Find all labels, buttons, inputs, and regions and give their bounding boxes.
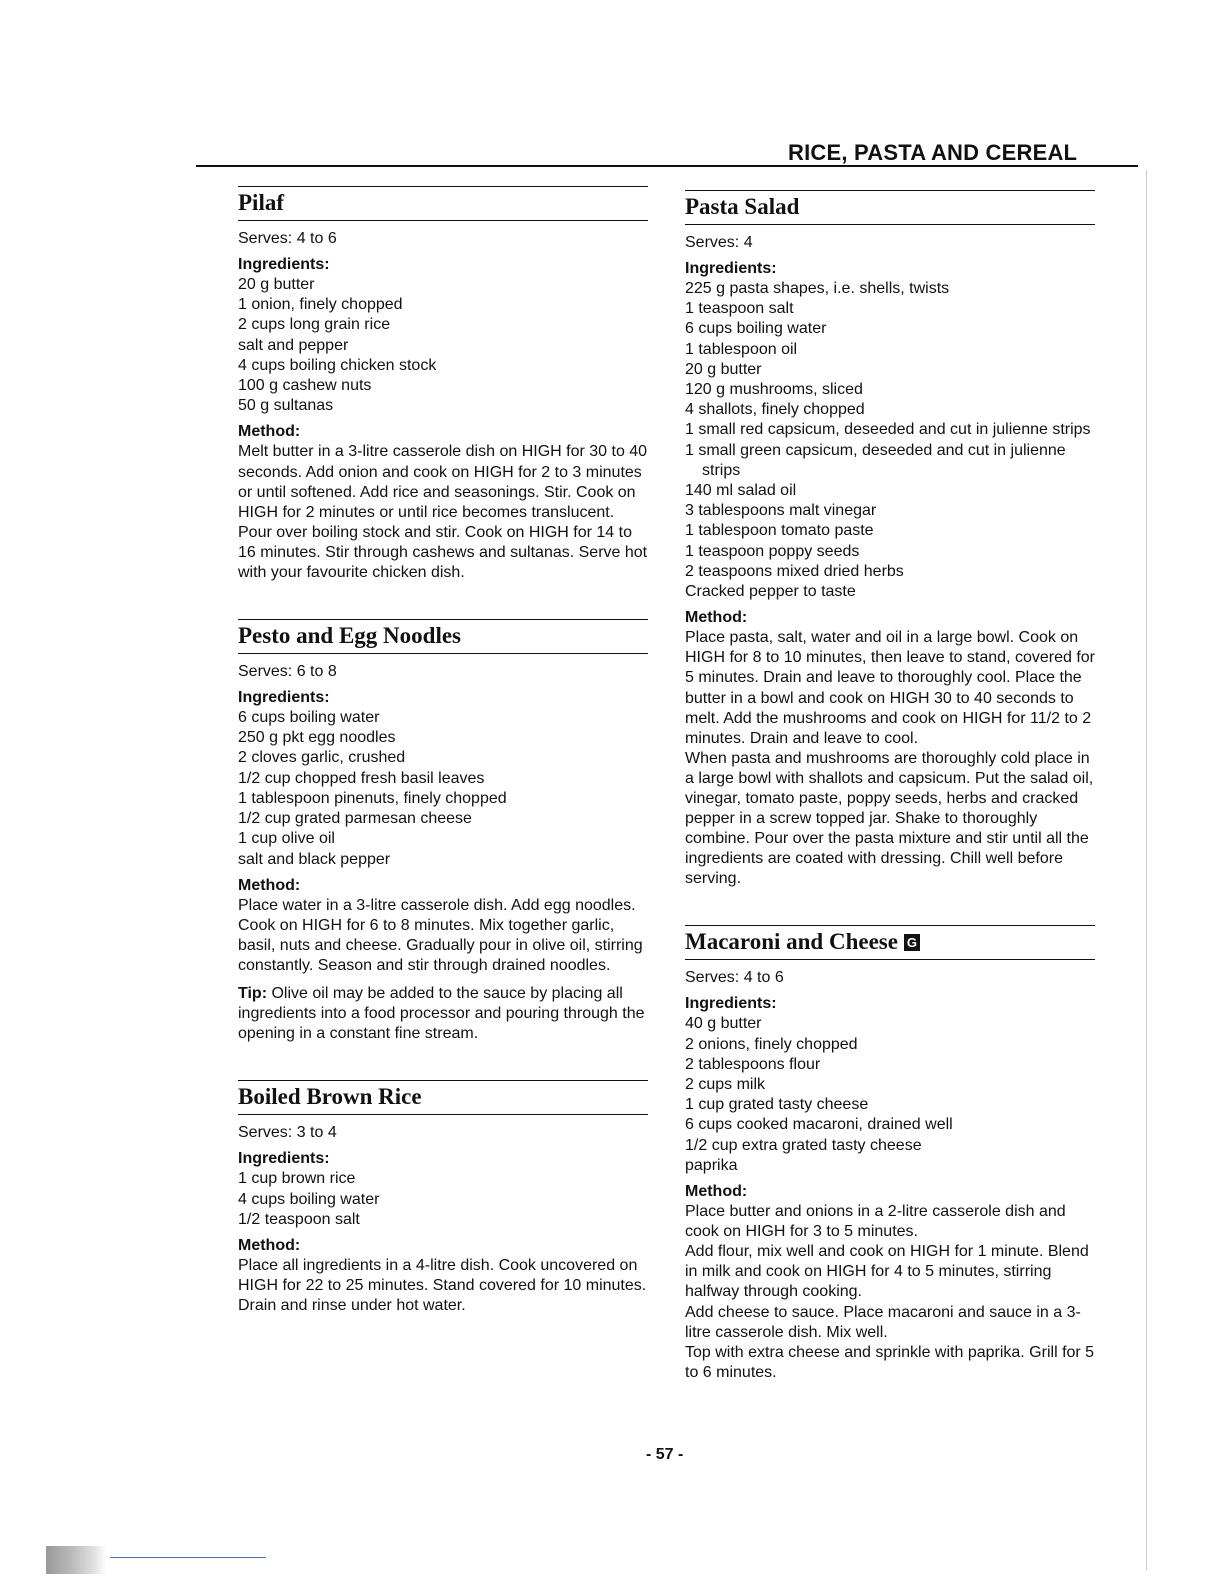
recipe-title: Boiled Brown Rice <box>238 1080 648 1115</box>
list-item: 1/2 cup extra grated tasty cheese <box>685 1136 922 1154</box>
ingredients-label: Ingredients: <box>238 689 330 707</box>
ingredients-label: Ingredients: <box>238 1150 330 1168</box>
ingredients-list <box>685 1014 1095 1176</box>
ingredients-list <box>238 708 648 870</box>
list-item: salt and pepper <box>238 336 349 354</box>
list-item: 2 cloves garlic, crushed <box>238 749 406 767</box>
list-item: 3 tablespoons malt vinegar <box>685 502 877 520</box>
list-item: 250 g pkt egg noodles <box>238 729 396 747</box>
list-item: 4 cups boiling water <box>238 1190 380 1208</box>
list-item: 1 cup olive oil <box>238 830 335 848</box>
method-text: Add cheese to sauce. Place macaroni and sauce in a 3-litre casserole dish. Mix well. <box>685 1303 1081 1341</box>
list-item: Cracked pepper to taste <box>685 583 856 601</box>
ingredients-label: Ingredients: <box>685 260 777 277</box>
list-item: 1 cup grated tasty cheese <box>685 1096 869 1114</box>
list-item: 140 ml salad oil <box>685 482 797 500</box>
serves: Serves: 4 to 6 <box>685 969 784 987</box>
list-item: 1 cup brown rice <box>238 1170 356 1188</box>
method-text: When pasta and mushrooms are thoroughly cold place in a large bowl with shallots and capsicum. Put the salad oil, vinegar, tomato paste, poppy seeds, herbs and cracked pepper in a screw topped jar. Shake to thoroughly combine. Pour over the pasta mixture and stir until all the ingredients are coated with dressing. Chill well before serving. <box>685 749 1094 888</box>
method-text: Place butter and onions in a 2-litre casserole dish and cook on HIGH for 3 to 5 minutes. <box>685 1203 1066 1241</box>
serves: Serves: 3 to 4 <box>238 1124 337 1142</box>
list-item: 120 g mushrooms, sliced <box>685 381 863 399</box>
list-item: 6 cups cooked macaroni, drained well <box>685 1116 953 1134</box>
list-item: 2 onions, finely chopped <box>685 1035 858 1053</box>
scan-edge-line <box>1146 170 1147 1570</box>
scan-smudge <box>46 1546 106 1574</box>
list-item: 100 g cashew nuts <box>238 377 372 395</box>
method-label: Method: <box>238 423 301 441</box>
list-item: 1/2 cup grated parmesan cheese <box>238 810 472 828</box>
list-item: 40 g butter <box>685 1015 762 1033</box>
method-label: Method: <box>238 876 301 894</box>
list-item: 1 teaspoon poppy seeds <box>685 542 860 560</box>
list-item: paprika <box>685 1156 738 1174</box>
list-item: 1 tablespoon pinenuts, finely chopped <box>238 789 507 807</box>
recipe-title: Pilaf <box>238 186 648 221</box>
recipe-brown-rice <box>238 1080 648 1316</box>
method-text: Add flour, mix well and cook on HIGH for 1 minute. Blend in milk and cook on HIGH for 4 to 5 minutes, stirring halfway through cooking. <box>685 1243 1089 1301</box>
section-title: RICE, PASTA AND CEREAL <box>788 140 1078 165</box>
serves: Serves: 4 <box>685 234 753 251</box>
list-item: 225 g pasta shapes, i.e. shells, twists <box>685 280 950 297</box>
ingredients-label: Ingredients: <box>685 995 777 1013</box>
method-label: Method: <box>685 1183 748 1201</box>
recipe-title: Macaroni and Cheese <box>685 929 898 955</box>
method-text: Top with extra cheese and sprinkle with paprika. Grill for 5 to 6 minutes. <box>685 1343 1095 1381</box>
list-item: 20 g butter <box>238 276 315 293</box>
left-column <box>238 186 648 1344</box>
list-item: 1 small green capsicum, deseeded and cut in julienne strips <box>685 441 1066 479</box>
list-item: salt and black pepper <box>238 850 391 868</box>
ingredients-list <box>685 279 1095 602</box>
method-text: Melt butter in a 3-litre casserole dish on HIGH for 30 to 40 seconds. Add onion and cook on HIGH for 2 to 3 minutes or until softened. Add rice and seasonings. Stir. Cook on HIGH for 2 minutes or until rice becomes translucent. Pour over boiling stock and stir. Cook on HIGH for 14 to 16 minutes. Stir through cashews and sultanas. Serve hot with your favourite chicken dish. <box>238 443 648 581</box>
recipe-pilaf <box>238 186 648 583</box>
list-item: 4 cups boiling chicken stock <box>238 356 437 374</box>
ingredients-list <box>238 1169 648 1230</box>
list-item: 2 cups long grain rice <box>238 316 391 334</box>
list-item: 1 small red capsicum, deseeded and cut in julienne strips <box>685 421 1091 439</box>
tip-label: Tip: <box>238 985 268 1003</box>
list-item: 1 teaspoon salt <box>685 300 794 318</box>
header-rule <box>196 165 1138 167</box>
method-text: Place all ingredients in a 4-litre dish. Cook uncovered on HIGH for 22 to 25 minutes. Stand covered for 10 minutes. Drain and rinse under hot water. <box>238 1256 647 1315</box>
method-text: Place water in a 3-litre casserole dish. Add egg noodles. Cook on HIGH for 6 to 8 minutes. Mix together garlic, basil, nuts and cheese. Gradually pour in olive oil, stirring constantly. Season and stir through drained noodles. <box>238 896 643 974</box>
recipe-title: Pesto and Egg Noodles <box>238 619 648 654</box>
list-item: 2 teaspoons mixed dried herbs <box>685 562 904 580</box>
list-item: 6 cups boiling water <box>238 709 380 727</box>
serves: Serves: 6 to 8 <box>238 663 337 681</box>
tip <box>238 984 648 1044</box>
tip-text: Olive oil may be added to the sauce by placing all ingredients into a food processor and pouring through the opening in a constant fine stream. <box>238 985 645 1043</box>
page-number: - 57 - <box>646 1446 684 1463</box>
list-item: 20 g butter <box>685 360 762 378</box>
list-item: 6 cups boiling water <box>685 320 827 338</box>
list-item: 1/2 cup chopped fresh basil leaves <box>238 769 485 787</box>
ingredients-label: Ingredients: <box>238 256 330 273</box>
recipe-pesto <box>238 619 648 1044</box>
recipe-title: Pasta Salad <box>685 190 1095 225</box>
list-item: 4 shallots, finely chopped <box>685 401 865 419</box>
recipe-pasta-salad <box>685 190 1095 889</box>
method-label: Method: <box>685 609 748 627</box>
method-text: Place pasta, salt, water and oil in a large bowl. Cook on HIGH for 8 to 10 minutes, then leave to stand, covered for 5 minutes. Drain and leave to thoroughly cool. Place the butter in a bowl and cook on HIGH 30 to 40 seconds to melt. Add the mushrooms and cook on HIGH for 11/2 to 2 minutes. Drain and leave to cool. <box>685 629 1095 747</box>
recipe-title-row <box>685 925 1095 960</box>
serves: Serves: 4 to 6 <box>238 230 337 247</box>
list-item: 1 tablespoon tomato paste <box>685 522 874 540</box>
grill-badge-icon: G <box>904 934 920 951</box>
list-item: 2 tablespoons flour <box>685 1055 821 1073</box>
list-item: 1 onion, finely chopped <box>238 296 403 314</box>
ingredients-list <box>238 275 648 416</box>
scan-artifact-line <box>110 1557 266 1558</box>
list-item: 1 tablespoon oil <box>685 340 798 358</box>
recipe-macaroni <box>685 925 1095 1382</box>
list-item: 2 cups milk <box>685 1076 766 1094</box>
right-column <box>685 190 1095 1411</box>
list-item: 1/2 teaspoon salt <box>238 1210 360 1228</box>
list-item: 50 g sultanas <box>238 397 334 415</box>
method-label: Method: <box>238 1236 301 1254</box>
